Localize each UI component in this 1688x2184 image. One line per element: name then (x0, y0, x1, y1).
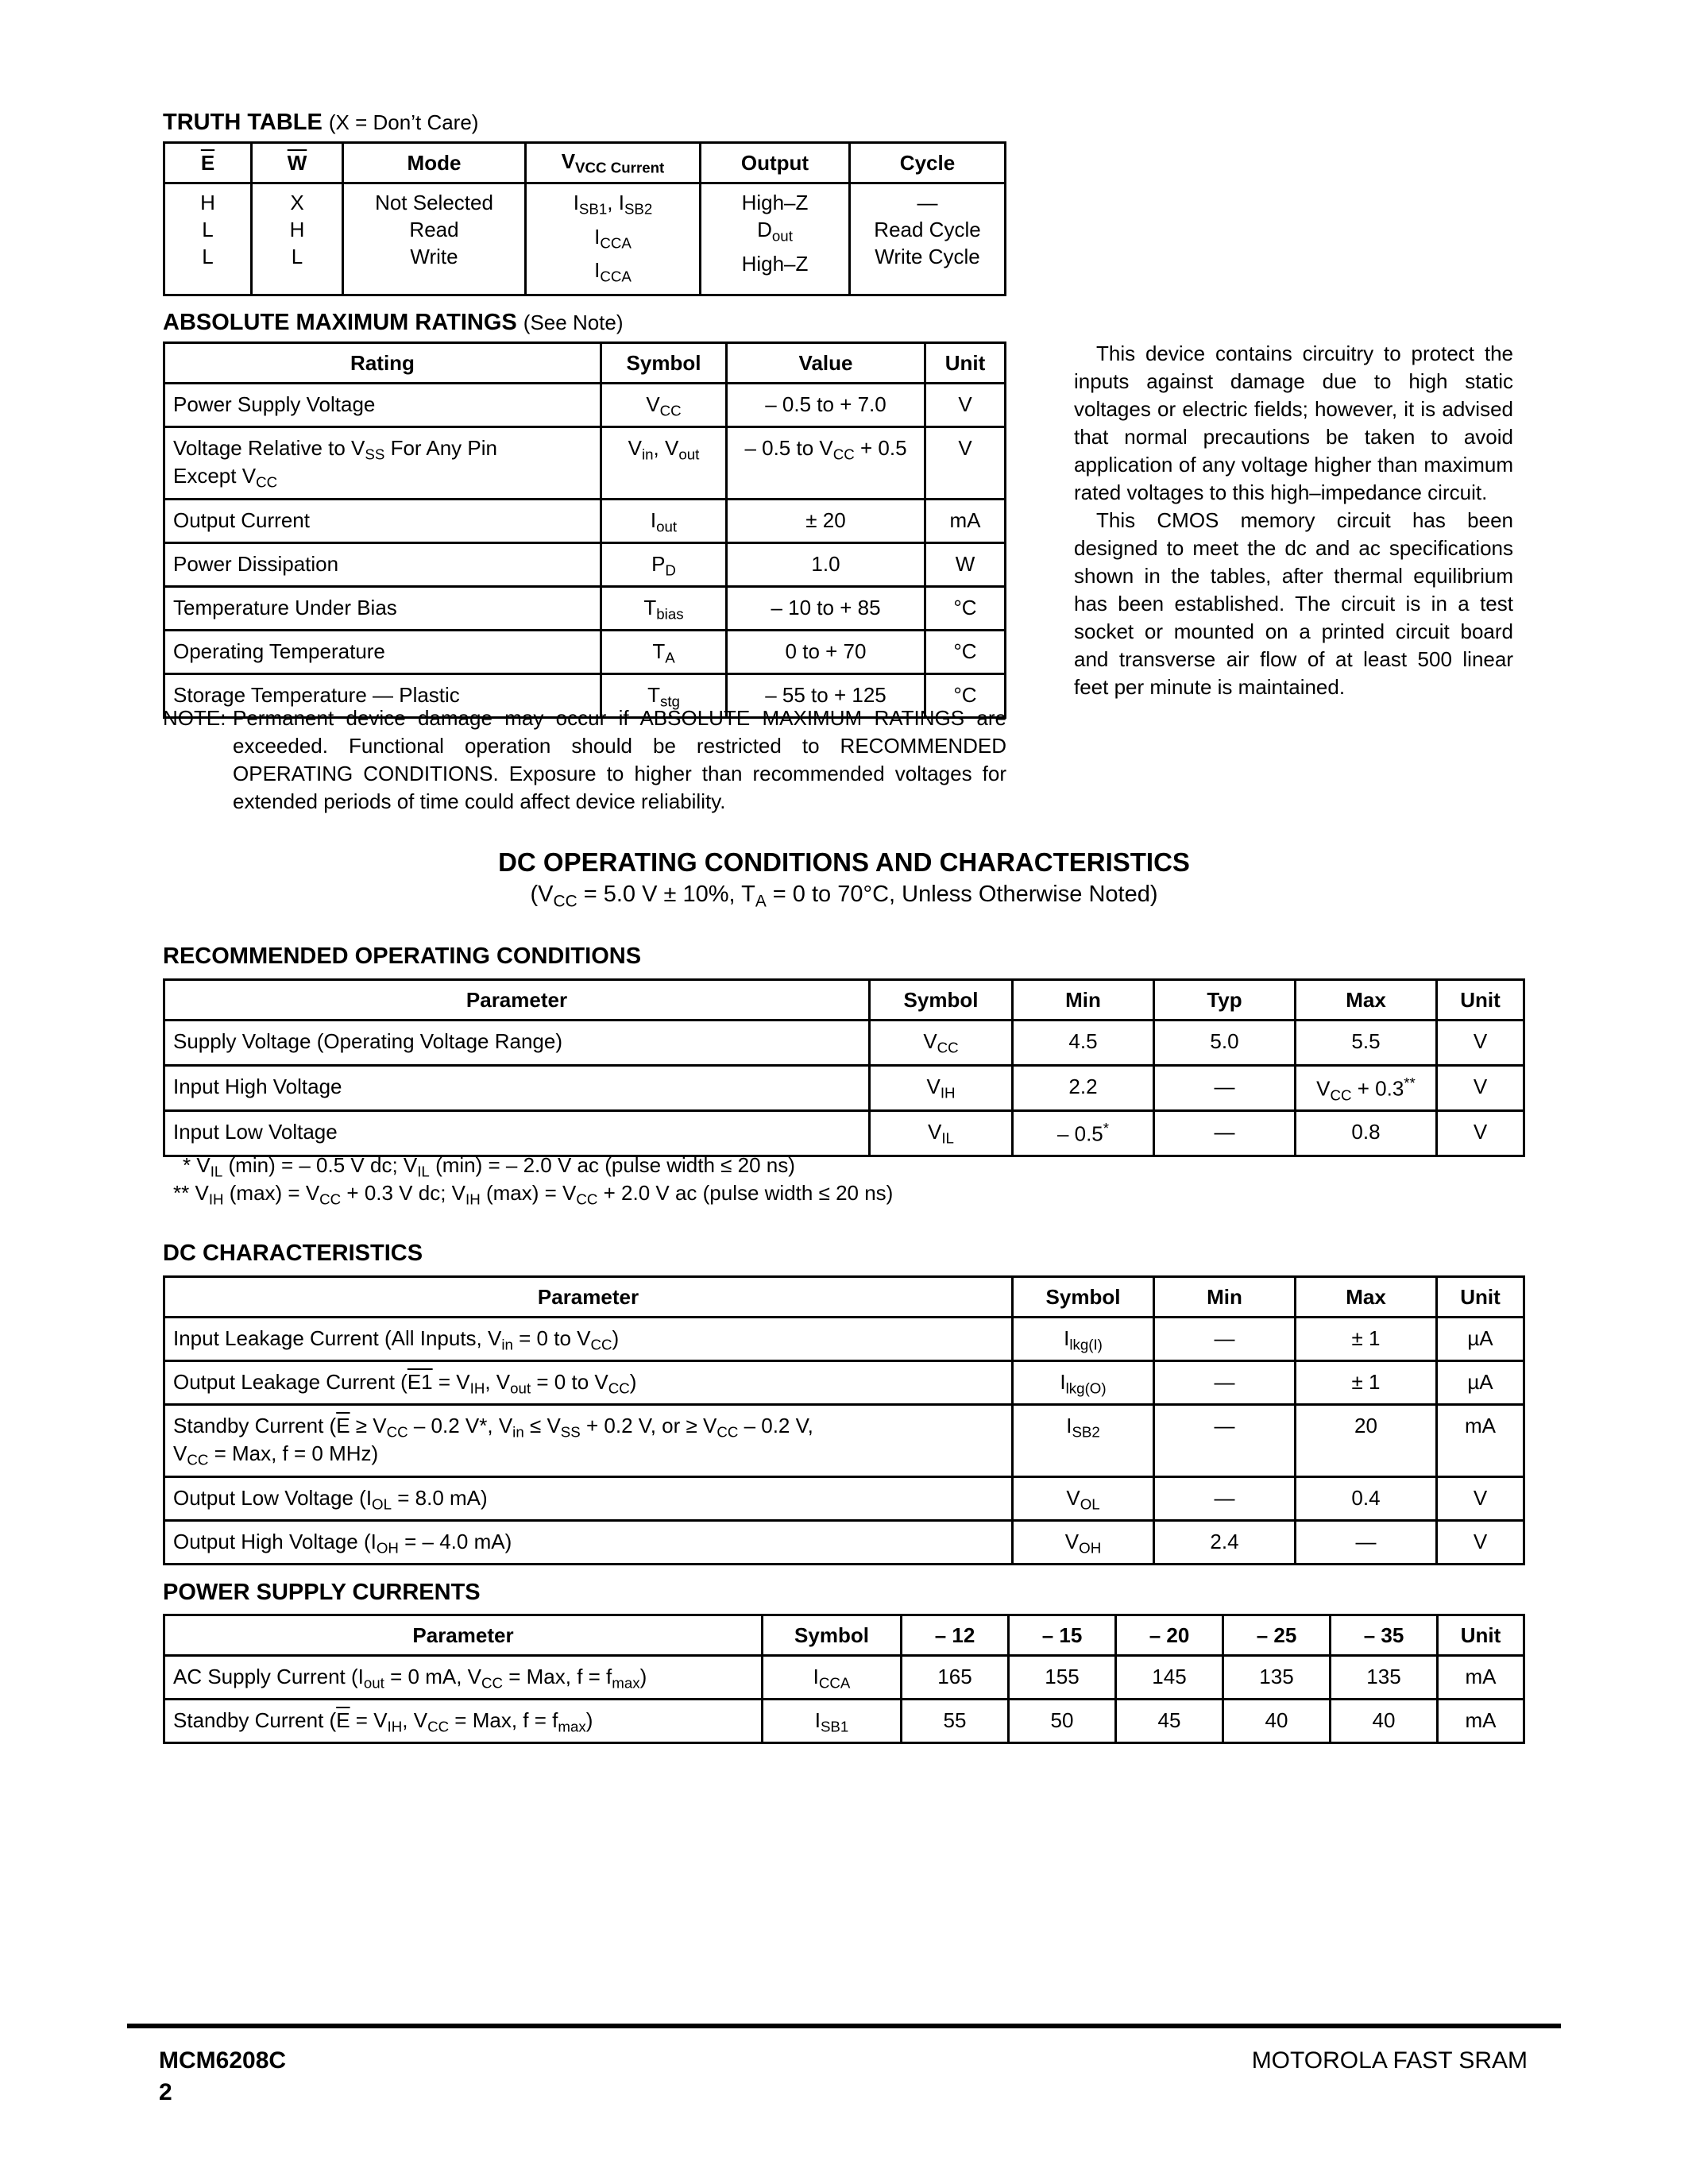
table-cell: 4.5 (1013, 1021, 1154, 1066)
table-cell: Storage Temperature — Plastic (164, 674, 601, 718)
table-cell: $I_{lkg(I)}$ (1013, 1318, 1154, 1361)
table-cell: V (1437, 1521, 1524, 1565)
table-cell: Output Current (164, 500, 601, 543)
table-row (164, 587, 1006, 631)
truth-table-title: TRUTH TABLE (163, 110, 323, 135)
table-cell: H L L (164, 183, 252, 295)
vcc-current-header: VCC Current (575, 159, 665, 176)
table-cell: – 10 to + 85 (727, 587, 925, 631)
table-cell: $V_{OL}$ (1013, 1477, 1154, 1521)
table-row (164, 1021, 1524, 1066)
table-cell: 0.4 (1296, 1477, 1437, 1521)
rec-op-table (163, 978, 1525, 1157)
col-header: Min (1154, 1277, 1296, 1318)
table-cell: $T_A$ (601, 631, 727, 674)
table-cell: V (1437, 1021, 1524, 1066)
col-header: – 15 (1009, 1615, 1116, 1656)
table-cell: V (925, 427, 1006, 500)
col-header: Mode (343, 143, 526, 183)
col-header: Typ (1154, 980, 1296, 1021)
abs-max-note (163, 704, 1006, 816)
abs-max-title: ABSOLUTE MAXIMUM RATINGS (163, 310, 517, 335)
footer-brand: MOTOROLA FAST SRAM (1251, 2047, 1528, 2074)
col-header: $\overline{E}$ (164, 143, 252, 183)
side-paragraph: This CMOS memory circuit has been designed to meet the dc and ac specifications shown in the tables, after thermal equilibrium has been established. The circuit is in a test socket or mounted on a printed circuit board and transverse air flow of at least 500 linear feet per minute is maintained. (1074, 508, 1513, 699)
abs-max-table (163, 341, 1006, 719)
rec-op-title: RECOMMENDED OPERATING CONDITIONS (163, 943, 642, 969)
table-cell: 1.0 (727, 543, 925, 587)
table-cell: Supply Voltage (Operating Voltage Range) (164, 1021, 870, 1066)
table-cell: Standby Current ($\overline{E} \ge V_{CC} - 0.2$ V*, $V_{in} \le V_{SS} + 0.2$ V, or ≥ $V_{CC} - 0.2$ V, $V_{CC}$ = Max, f = 0 MHz) (164, 1405, 1013, 1477)
table-cell: $V_{CC}$ (601, 384, 727, 427)
footer-left (159, 2045, 286, 2109)
table-cell: °C (925, 674, 1006, 718)
table-row (164, 500, 1006, 543)
table-cell: $V_{in}$, $V_{out}$ (601, 427, 727, 500)
col-header: Unit (1437, 980, 1524, 1021)
table-cell: — (1154, 1066, 1296, 1111)
table-cell: X H L (252, 183, 343, 295)
col-header: – 20 (1116, 1615, 1223, 1656)
table-row (164, 427, 1006, 500)
table-cell: ± 1 (1296, 1361, 1437, 1405)
side-text (1074, 340, 1513, 701)
table-cell: Standby Current ($\overline{E} = V_{IH}$, $V_{CC}$ = Max, $f = f_{max}$) (164, 1700, 763, 1743)
table-cell: 50 (1009, 1700, 1116, 1743)
truth-table (163, 141, 1006, 296)
part-number: MCM6208C (159, 2047, 287, 2074)
table-row (164, 543, 1006, 587)
table-cell: °C (925, 631, 1006, 674)
table-cell: $V_{IL}$ (870, 1111, 1013, 1156)
table-cell: $P_D$ (601, 543, 727, 587)
table-cell: — (1154, 1405, 1296, 1477)
table-cell: 5.5 (1296, 1021, 1437, 1066)
col-header: – 35 (1331, 1615, 1438, 1656)
table-cell: °C (925, 587, 1006, 631)
dc-char-title: DC CHARACTERISTICS (163, 1241, 423, 1266)
abs-max-subtitle: (See Note) (523, 311, 624, 334)
table-cell: $T_{bias}$ (601, 587, 727, 631)
table-cell: µA (1437, 1318, 1524, 1361)
table-header-row (164, 1615, 1524, 1656)
dc-section-conditions: ($V_{CC} = 5.0$ V ± 10%, $T_A = 0$ to 70°C, Unless Otherwise Noted) (530, 882, 1158, 911)
table-cell: mA (1438, 1700, 1524, 1743)
col-header: Unit (925, 343, 1006, 384)
dc-section-title: DC OPERATING CONDITIONS AND CHARACTERISTICS (498, 847, 1190, 877)
table-cell: $V_{OH}$ (1013, 1521, 1154, 1565)
table-row (164, 1477, 1524, 1521)
table-row (164, 1111, 1524, 1156)
col-header: Unit (1438, 1615, 1524, 1656)
psc-table (163, 1614, 1525, 1744)
table-cell: ± 1 (1296, 1318, 1437, 1361)
table-cell: V (1437, 1111, 1524, 1156)
table-cell: AC Supply Current ($I_{out} = 0$ mA, $V_{CC}$ = Max, $f = f_{max}$) (164, 1656, 763, 1700)
table-cell: — (1296, 1521, 1437, 1565)
table-cell: 165 (902, 1656, 1009, 1700)
table-cell: — (1154, 1361, 1296, 1405)
table-cell: Power Dissipation (164, 543, 601, 587)
table-cell: V (1437, 1066, 1524, 1111)
table-cell: $V_{CC}$ (870, 1021, 1013, 1066)
table-cell: $I_{lkg(O)}$ (1013, 1361, 1154, 1405)
table-header-row (164, 343, 1006, 384)
footer-rule (127, 2024, 1561, 2028)
table-cell: 45 (1116, 1700, 1223, 1743)
table-row (164, 1700, 1524, 1743)
table-cell: V (1437, 1477, 1524, 1521)
table-cell: 40 (1331, 1700, 1438, 1743)
table-cell: Input High Voltage (164, 1066, 870, 1111)
table-header-row (164, 1277, 1524, 1318)
table-cell: 135 (1331, 1656, 1438, 1700)
dc-char-table (163, 1275, 1525, 1565)
table-cell: Voltage Relative to $V_{SS}$ For Any Pin Except $V_{CC}$ (164, 427, 601, 500)
table-cell: $I_{SB1}$ (763, 1700, 902, 1743)
col-header: Parameter (164, 980, 870, 1021)
table-cell: Operating Temperature (164, 631, 601, 674)
table-cell: 20 (1296, 1405, 1437, 1477)
col-header: Output (701, 143, 850, 183)
table-cell: Output Leakage Current ($E1 = V_{IH}$, $V_{out} = 0$ to $V_{CC}$) (164, 1361, 1013, 1405)
table-cell: — (1154, 1477, 1296, 1521)
table-cell: $V_{IH}$ (870, 1066, 1013, 1111)
table-cell: $I_{SB1}$, $I_{SB2}$ $I_{CCA}$ $I_{CCA}$ (526, 183, 701, 295)
table-cell: Output High Voltage ($I_{OH}$ = – 4.0 mA) (164, 1521, 1013, 1565)
col-header: Rating (164, 343, 601, 384)
table-cell: 40 (1223, 1700, 1331, 1743)
rec-op-footnote-1: * $V_{IL}$ (min) = – 0.5 V dc; $V_{IL}$ (min) = – 2.0 V ac (pulse width ≤ 20 ns) (183, 1153, 795, 1180)
note-label: NOTE: (163, 706, 226, 730)
table-cell: $I_{CCA}$ (763, 1656, 902, 1700)
col-header: Symbol (1013, 1277, 1154, 1318)
table-row (164, 1318, 1524, 1361)
col-header: Symbol (870, 980, 1013, 1021)
page-number: 2 (159, 2079, 172, 2105)
table-cell: $I_{out}$ (601, 500, 727, 543)
truth-table-subtitle: (X = Don’t Care) (328, 110, 479, 134)
table-row (164, 631, 1006, 674)
col-header: Parameter (164, 1277, 1013, 1318)
table-row (164, 1066, 1524, 1111)
table-cell: 5.0 (1154, 1021, 1296, 1066)
table-header-row (164, 143, 1006, 183)
table-cell: 135 (1223, 1656, 1331, 1700)
table-row (164, 1361, 1524, 1405)
table-cell: 2.4 (1154, 1521, 1296, 1565)
col-header: Symbol (763, 1615, 902, 1656)
col-header: $V_{VCC Current}$ (526, 143, 701, 183)
table-cell: Output Low Voltage ($I_{OL} = 8.0$ mA) (164, 1477, 1013, 1521)
table-cell: Temperature Under Bias (164, 587, 601, 631)
table-cell: V (925, 384, 1006, 427)
col-header: Cycle (850, 143, 1006, 183)
table-row (164, 183, 1006, 295)
table-cell: µA (1437, 1361, 1524, 1405)
col-header: – 12 (902, 1615, 1009, 1656)
col-header: Symbol (601, 343, 727, 384)
table-cell: 155 (1009, 1656, 1116, 1700)
table-cell: 0 to + 70 (727, 631, 925, 674)
table-cell: – 0.5 to $V_{CC} + 0.5$ (727, 427, 925, 500)
table-cell: – 0.5* (1013, 1111, 1154, 1156)
table-cell: High–Z $D_{out}$ High–Z (701, 183, 850, 295)
table-cell: W (925, 543, 1006, 587)
table-cell: Input Low Voltage (164, 1111, 870, 1156)
col-header: $\overline{W}$ (252, 143, 343, 183)
table-cell: Not Selected Read Write (343, 183, 526, 295)
col-header: Max (1296, 980, 1437, 1021)
table-cell: – 55 to + 125 (727, 674, 925, 718)
table-cell: — Read Cycle Write Cycle (850, 183, 1006, 295)
table-header-row (164, 980, 1524, 1021)
table-cell: 55 (902, 1700, 1009, 1743)
table-cell: Input Leakage Current (All Inputs, $V_{in} = 0$ to $V_{CC}$) (164, 1318, 1013, 1361)
side-paragraph: This device contains circuitry to protect the inputs against damage due to high static voltages or electric fields; however, it is advised that normal precautions be taken to avoid application of any voltage higher than maximum rated voltages to this high–impedance circuit. (1074, 341, 1513, 504)
table-cell: — (1154, 1318, 1296, 1361)
col-header: Value (727, 343, 925, 384)
table-cell: — (1154, 1111, 1296, 1156)
table-cell: mA (925, 500, 1006, 543)
table-cell: Power Supply Voltage (164, 384, 601, 427)
table-cell: $T_{stg}$ (601, 674, 727, 718)
table-cell: mA (1438, 1656, 1524, 1700)
table-cell: ± 20 (727, 500, 925, 543)
col-header: Parameter (164, 1615, 763, 1656)
table-cell: 145 (1116, 1656, 1223, 1700)
table-row (164, 384, 1006, 427)
table-cell: – 0.5 to + 7.0 (727, 384, 925, 427)
abs-max-heading (163, 310, 624, 336)
table-row (164, 1405, 1524, 1477)
col-header: – 25 (1223, 1615, 1331, 1656)
psc-title: POWER SUPPLY CURRENTS (163, 1580, 481, 1605)
table-cell: $I_{SB2}$ (1013, 1405, 1154, 1477)
table-cell: $V_{CC} + 0.3^{**}$ (1296, 1066, 1437, 1111)
table-cell: 0.8 (1296, 1111, 1437, 1156)
table-row (164, 1656, 1524, 1700)
truth-table-heading (163, 110, 478, 136)
table-cell: mA (1437, 1405, 1524, 1477)
table-row (164, 1521, 1524, 1565)
col-header: Unit (1437, 1277, 1524, 1318)
rec-op-footnote-2: ** $V_{IH}$ $(\max) = V_{CC} + 0.3$ V dc; $V_{IH}$ $(\max) = V_{CC} + 2.0$ V ac (pulse width ≤ 20 ns) (173, 1181, 894, 1208)
col-header: Min (1013, 980, 1154, 1021)
note-text: Permanent device damage may occur if ABSOLUTE MAXIMUM RATINGS are exceeded. Functional operation should be restricted to RECOMMENDED OPERATING CONDITIONS. Exposure to higher than recommended voltages for extended periods of time could affect device reliability. (233, 706, 1006, 813)
table-cell: 2.2 (1013, 1066, 1154, 1111)
col-header: Max (1296, 1277, 1437, 1318)
